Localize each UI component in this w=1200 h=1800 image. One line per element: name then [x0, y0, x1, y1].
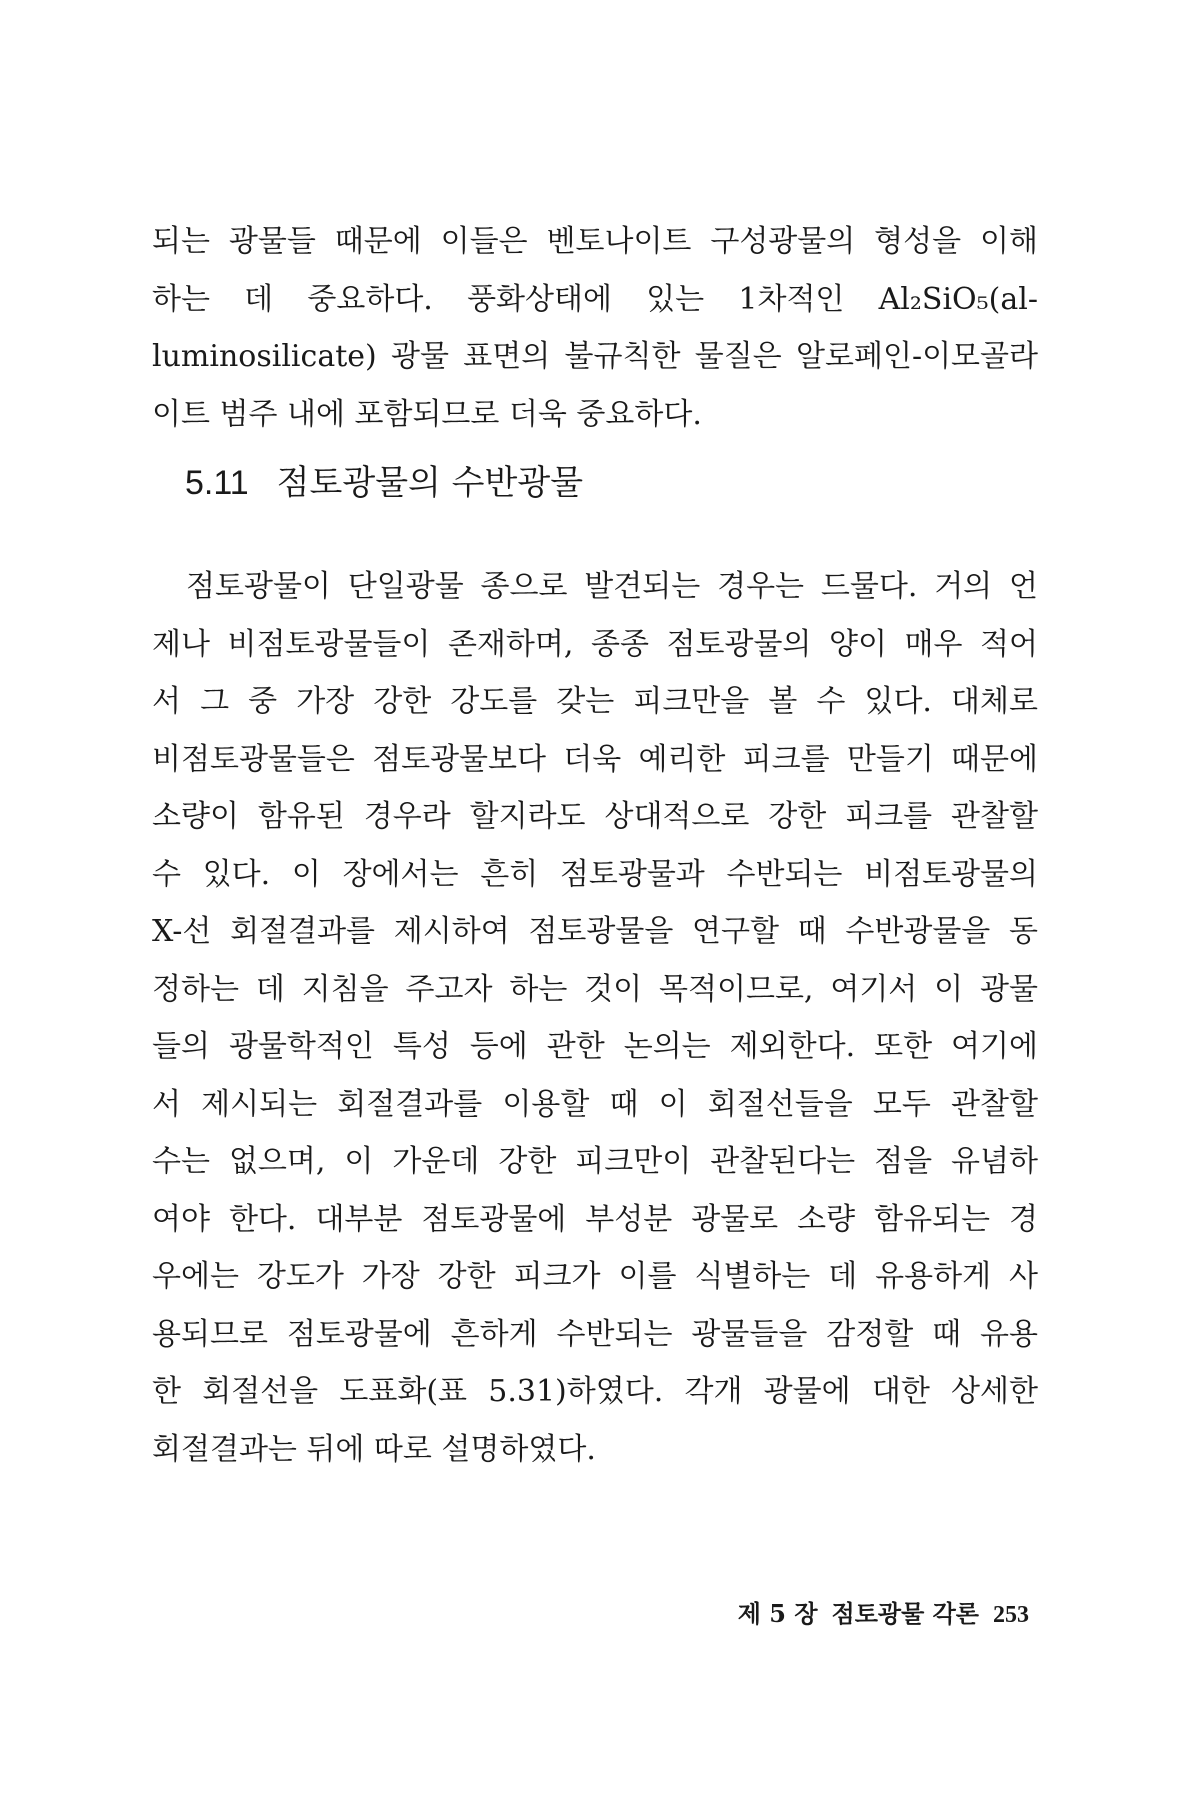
text-line: luminosilicate) 광물 표면의 불규칙한 물질은 알로페인-이모골라 [152, 339, 1038, 374]
body-paragraph [152, 558, 1038, 1478]
text-line: 점토광물이 단일광물 종으로 발견되는 경우는 드물다. 거의 언 [186, 569, 1038, 604]
text-line: 들의 광물학적인 특성 등에 관한 논의는 제외한다. 또한 여기에 [152, 1029, 1038, 1064]
section-title: 점토광물의 수반광물 [276, 463, 584, 503]
text-line: 정하는 데 지침을 주고자 하는 것이 목적이므로, 여기서 이 광물 [152, 971, 1038, 1007]
text-line: 하는 데 중요하다. 풍화상태에 있는 1차적인 Al₂SiO₅(al- [152, 281, 1038, 317]
text-line: 서 그 중 가장 강한 강도를 갖는 피크만을 볼 수 있다. 대체로 [152, 684, 1038, 719]
text-line: 되는 광물들 때문에 이들은 벤토나이트 구성광물의 형성을 이해 [152, 224, 1038, 259]
text-line: 여야 한다. 대부분 점토광물에 부성분 광물로 소량 함유되는 경 [152, 1201, 1038, 1237]
page-number: 253 [993, 1602, 1029, 1628]
footer-chapter: 제 5 장 [737, 1599, 818, 1628]
footer-title: 점토광물 각론 [831, 1599, 979, 1628]
text-line: 수 있다. 이 장에서는 흔히 점토광물과 수반되는 비점토광물의 [152, 856, 1038, 892]
running-footer [738, 1598, 1029, 1631]
section-number: 5.11 [185, 464, 249, 502]
text-line: 우에는 강도가 가장 강한 피크가 이를 식별하는 데 유용하게 사 [152, 1259, 1038, 1294]
section-heading [185, 458, 583, 508]
text-line: X-선 회절결과를 제시하여 점토광물을 연구할 때 수반광물을 동 [152, 914, 1038, 949]
text-line: 용되므로 점토광물에 흔하게 수반되는 광물들을 감정할 때 유용 [152, 1316, 1038, 1352]
text-line: 비점토광물들은 점토광물보다 더욱 예리한 피크를 만들기 때문에 [152, 741, 1038, 777]
text-line: 한 회절선을 도표화(표 5.31)하였다. 각개 광물에 대한 상세한 [152, 1374, 1038, 1409]
intro-paragraph [152, 213, 1038, 443]
text-line: 수는 없으며, 이 가운데 강한 피크만이 관찰된다는 점을 유념하 [152, 1144, 1038, 1179]
text-line: 회절결과는 뒤에 따로 설명하였다. [152, 1431, 596, 1467]
text-line: 소량이 함유된 경우라 할지라도 상대적으로 강한 피크를 관찰할 [152, 799, 1038, 834]
text-line: 이트 범주 내에 포함되므로 더욱 중요하다. [152, 396, 702, 432]
text-line: 서 제시되는 회절결과를 이용할 때 이 회절선들을 모두 관찰할 [152, 1086, 1038, 1122]
text-line: 제나 비점토광물들이 존재하며, 종종 점토광물의 양이 매우 적어 [152, 626, 1038, 662]
